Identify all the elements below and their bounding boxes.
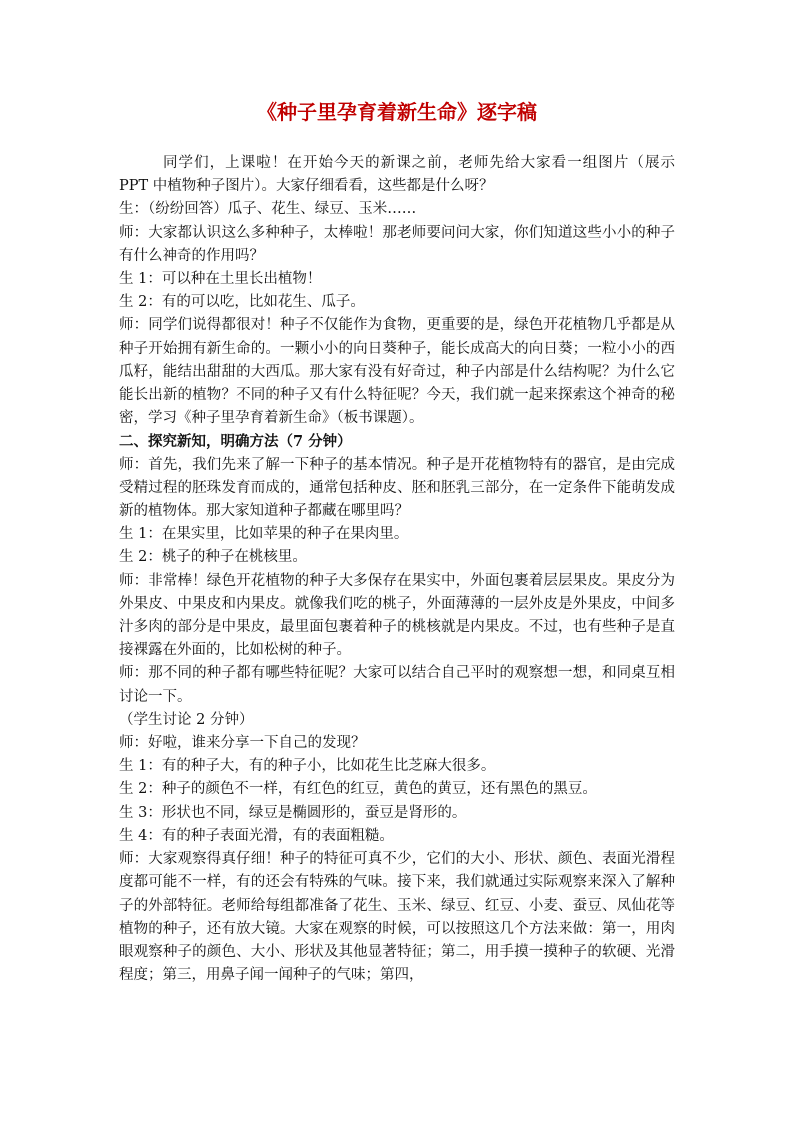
document-body	[119, 152, 675, 987]
paragraph: 师：那不同的种子都有哪些特征呢？大家可以结合自己平时的观察想一想，和同桌互相讨论一下。	[119, 665, 675, 705]
paragraph: 生 1：在果实里，比如苹果的种子在果肉里。	[119, 526, 409, 543]
paragraph: 生 1：可以种在土里长出植物！	[119, 271, 322, 288]
paragraph: 生 4：有的种子表面光滑，有的表面粗糙。	[119, 827, 394, 844]
paragraph: 师：同学们说得都很对！种子不仅能作为食物，更重要的是，绿色开花植物几乎都是从种子开始拥有新生命的。一颗小小的向日葵种子，能长成高大的向日葵；一粒小小的西瓜籽，能结出甜甜的大西瓜。那大家有没有好奇过，种子内部是什么结构呢？为什么它能长出新的植物？不同的种子又有什么特征呢？今天，我们就一起来探索这个神奇的秘密，学习《种子里孕育着新生命》（板书课题）。	[119, 317, 675, 427]
paragraph: 师：大家观察得真仔细！种子的特征可真不少，它们的大小、形状、颜色、表面光滑程度都可能不一样，有的还会有特殊的气味。接下来，我们就通过实际观察来深入了解种子的外部特征。老师给每组都准备了花生、玉米、绿豆、红豆、小麦、蚕豆、凤仙花等植物的种子，还有放大镜。大家在观察的时候，可以按照这几个方法来做：第一，用肉眼观察种子的颜色、大小、形状及其他显著特征；第二，用手摸一摸种子的软硬、光滑程度；第三，用鼻子闻一闻种子的气味；第四，	[119, 851, 675, 984]
paragraph: 生 2：有的可以吃，比如花生、瓜子。	[119, 294, 365, 311]
paragraph: 师：好啦，谁来分享一下自己的发现？	[119, 735, 366, 752]
paragraph: 生 2：种子的颜色不一样，有红色的红豆，黄色的黄豆，还有黑色的黑豆。	[119, 781, 597, 798]
paragraph: 生 3：形状也不同，绿豆是椭圆形的，蚕豆是肾形的。	[119, 804, 467, 821]
section-heading: 二、探究新知，明确方法（7 分钟）	[119, 433, 352, 451]
paragraph: 师：非常棒！绿色开花植物的种子大多保存在果实中，外面包裹着层层果皮。果皮分为外果皮、中果皮和内果皮。就像我们吃的桃子，外面薄薄的一层外皮是外果皮，中间多汁多肉的部分是中果皮，最里面包裹着种子的桃核就是内果皮。不过，也有些种子是直接裸露在外面的，比如松树的种子。	[119, 572, 675, 659]
paragraph: 生 1：有的种子大，有的种子小，比如花生比芝麻大很多。	[119, 758, 496, 775]
paragraph: 生：（纷纷回答）瓜子、花生、绿豆、玉米……	[119, 201, 417, 218]
paragraph: 师：首先，我们先来了解一下种子的基本情况。种子是开花植物特有的器官，是由完成受精过程的胚珠发育而成的，通常包括种皮、胚和胚乳三部分，在一定条件下能萌发成新的植物体。那大家知道种子都藏在哪里吗？	[119, 456, 675, 520]
document-title: 《种子里孕育着新生命》逐字稿	[257, 100, 537, 124]
paragraph: 师：大家都认识这么多种种子，太棒啦！那老师要问问大家，你们知道这些小小的种子有什么神奇的作用吗？	[119, 224, 675, 264]
paragraph: （学生讨论 2 分钟）	[119, 711, 254, 728]
paragraph-intro: 同学们，上课啦！在开始今天的新课之前，老师先给大家看一组图片（展示 PPT 中植物种子图片）。大家仔细看看，这些都是什么呀？	[119, 155, 675, 195]
paragraph: 生 2：桃子的种子在桃核里。	[119, 549, 307, 566]
